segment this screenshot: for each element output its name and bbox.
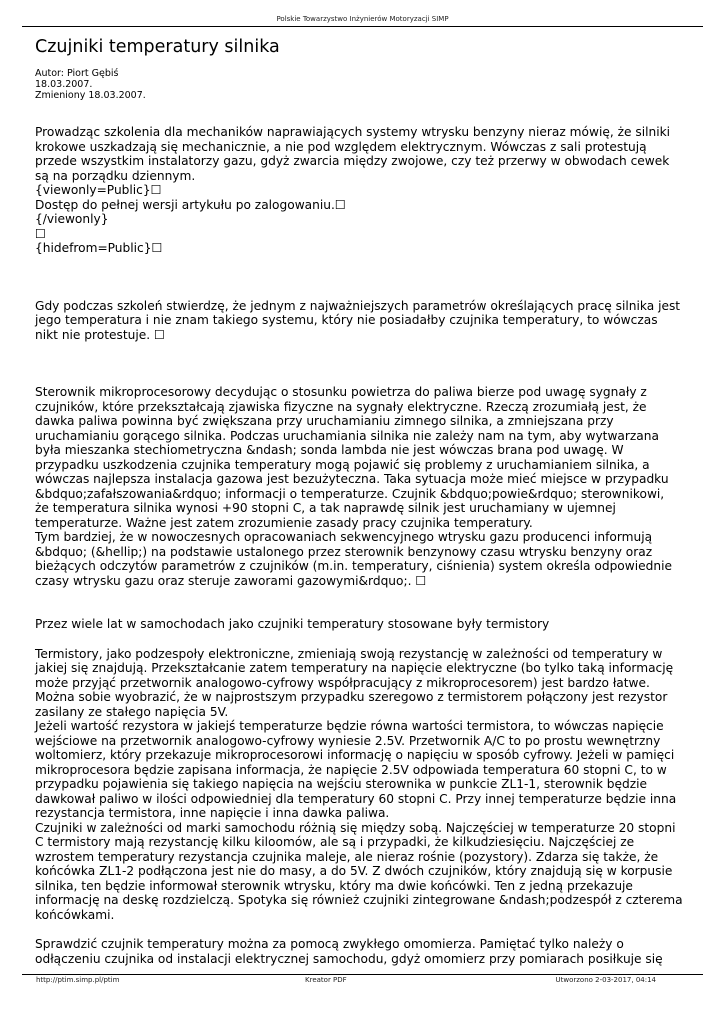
text-line: {viewonly=Public}☐ (35, 183, 162, 197)
author-line: Autor: Piort Gębiś (35, 68, 119, 79)
text-line: Prowadząc szkolenia dla mechaników naprawiających systemy wtrysku benzyny nieraz mówię, że silniki (35, 125, 671, 139)
text-line: Czujniki w zależności od marki samochodu różnią się między sobą. Najczęściej w temperaturze 20 stopni (35, 820, 676, 835)
created-date: 18.03.2007. (35, 79, 93, 90)
paragraph-thermistors-intro (35, 617, 695, 632)
article-title: Czujniki temperatury silnika (35, 37, 280, 57)
text-line: mikroprocesora będzie zapisana informacja, że napięcie 2.5V odpowiada temperatura 60 stopni C, to w (35, 762, 667, 777)
text-line: może przyjąć przetwornik analogowo-cyfrowy współpracujący z mikroprocesorem) jest bardzo łatwe. (35, 675, 650, 690)
text-line: Tym bardziej, że w nowoczesnych opracowaniach sekwencyjnego wtrysku gazu producenci informują (35, 530, 653, 544)
text-line: informację na deskę rozdzielczą. Spotyka się również czujniki zintegrowane &ndash;podzespół z czterema (35, 893, 683, 907)
text-line: Sterownik mikroprocesorowy decydując o stosunku powietrza do paliwa bierze pod uwagę sygnały z (35, 385, 647, 399)
text-line: wzrostem temperatury rezystancja czujnika maleje, ale nieraz rośnie (pozystory). Zdarza się także, że (35, 849, 659, 864)
text-line: dawkował paliwo w ilości odpowiedniej dla temperatury 60 stopni C. Przy innej temperaturze będzie inna (35, 791, 677, 806)
text-line: woltomierz, który przekazuje mikroprocesorowi informację o napięciu w sposób cyfrowy. Jeżeli w pamięci (35, 748, 675, 762)
text-line: przypadku uszkodzenia czujnika temperatury mogą pojawić się problemy z uruchamianiem silnika, a (35, 457, 650, 472)
text-line: Jeżeli wartość rezystora w jakiejś temperaturze będzie równa wartości termistora, to wówczas napięcie (35, 719, 664, 733)
text-line: krokowe uszkadzają się mechanicznie, a nie pod względem elektrycznym. Wówczas z sali protestują (35, 139, 647, 154)
text-line: Termistory, jako podzespoły elektroniczne, zmieniają swoją rezystancję w zależności od temperatury w (35, 646, 663, 661)
footer-generator: Kreator PDF (305, 976, 347, 984)
article-body (35, 125, 695, 966)
text-line: &bdquo;zafałszowania&rdquo; informacji o temperaturze. Czujnik &bdquo;powie&rdquo; sterownikowi, (35, 486, 665, 501)
text-line: Przez wiele lat w samochodach jako czujniki temperatury stosowane były termistory (35, 617, 550, 631)
text-line: wówczas najlepsza instalacja gazowa jest bezużyteczna. Taka sytuacja może mieć miejsce w przypadku (35, 472, 669, 486)
text-line: odłączeniu czujnika od instalacji elektrycznej samochodu, gdyż omomierz przy pomiarach posiłkuje się (35, 951, 663, 966)
text-line: jego temperatura i nie znam takiego systemu, który nie posiadałby czujnika temperatury, to wówczas (35, 313, 658, 327)
text-line: silnika, ten będzie informował sterownik wtrysku, który ma dwie końcówki. Ten z jedną przekazuje (35, 878, 633, 893)
text-line: była mieszanka stechiometryczna &ndash; sonda lambda nie jest wówczas brana pod uwagę. W (35, 443, 624, 457)
text-line: końcówka ZL1-2 podłączona jest nie do masy, a do 5V. Z dwóch czujników, który znajdują się w korpusie (35, 864, 673, 878)
paragraph-controller (35, 385, 695, 588)
footer-divider (22, 974, 703, 975)
text-line: {hidefrom=Public}☐ (35, 241, 163, 255)
text-line: są na porządku dziennym. (35, 168, 196, 183)
text-line: Dostęp do pełnej wersji artykułu po zalogowaniu.☐ (35, 197, 346, 212)
text-line: ☐ (35, 226, 46, 241)
text-line: wejściowe na przetwornik analogowo-cyfrowy wyniesie 2.5V. Przetwornik A/C to po prostu wewnętrzny (35, 733, 661, 748)
text-line: że temperatura silnika wynosi +90 stopni C, a tak naprawdę silnik jest uruchamiany w ujemnej (35, 501, 616, 515)
paragraph-thermistors (35, 647, 695, 923)
text-line: &bdquo; (&hellip;) na podstawie ustalonego przez sterownik benzynowy czasu wtrysku benzyny oraz (35, 544, 653, 559)
paragraph-intro (35, 125, 695, 256)
paragraph-testing (35, 937, 695, 966)
text-line: jakiej się znajdują. Przekształcanie zatem temperatury na napięcie elektryczne (bo tylko taką informację (35, 661, 674, 675)
text-line: dawka paliwa powinna być zwiększana przy uruchamianiu zimnego silnika, a zmniejszana przy (35, 414, 614, 428)
text-line: Można sobie wyobrazić, że w najprostszym przypadku szeregowo z termistorem połączony jest rezystor (35, 690, 668, 704)
article-meta (35, 68, 146, 101)
text-line: przypadku pojawienia się takiego napięcia na wejściu sterownika w punkcie ZL1-1, sterownik będzie (35, 777, 648, 791)
text-line: nikt nie protestuje. ☐ (35, 327, 165, 342)
text-line: rezystancja termistora, inne napięcie i inna dawka paliwa. (35, 806, 390, 820)
text-line: temperaturze. Ważne jest zatem zrozumienie zasady pracy czujnika temperatury. (35, 515, 533, 530)
text-line: czasy wtrysku gazu oraz steruje zaworami gazowymi&rdquo;. ☐ (35, 573, 427, 588)
text-line: końcówkami. (35, 907, 115, 922)
text-line: czujników, które przekształcają zjawiska fizyczne na sygnały elektryczne. Rzeczą zrozumiałą jest, że (35, 399, 647, 414)
header-divider (22, 26, 703, 27)
text-line: {/viewonly} (35, 212, 109, 226)
text-line: uruchamianiu gorącego silnika. Podczas uruchamiania silnika nie zależy nam na tym, aby wytwarzana (35, 428, 659, 443)
footer-created: Utworzono 2-03-2017, 04:14 (555, 976, 656, 984)
paragraph-engine-temperature (35, 299, 695, 343)
text-line: Gdy podczas szkoleń stwierdzę, że jednym z najważniejszych parametrów określających pracę silnika jest (35, 298, 681, 313)
text-line: przede wszystkim instalatorzy gazu, gdyż zwarcia między zwojowe, czy też przerwy w obwodach cewek (35, 154, 670, 168)
footer-url: http://ptim.simp.pl/ptim (36, 976, 120, 984)
page-footer (0, 976, 725, 986)
text-line: zasilany ze stałego napięcia 5V. (35, 704, 229, 719)
modified-date: Zmieniony 18.03.2007. (35, 90, 146, 101)
text-line: C termistory mają rezystancję kilku kiloomów, ale są i przypadki, że kilkudziesięciu. Najczęściej ze (35, 835, 635, 849)
text-line: bieżących odczytów parametrów z czujników (m.in. temperatury, ciśnienia) system określa odpowiednie (35, 559, 672, 573)
page-header: Polskie Towarzystwo Inżynierów Motoryzacji SIMP (276, 15, 449, 23)
text-line: Sprawdzić czujnik temperatury można za pomocą zwykłego omomierza. Pamiętać tylko należy o (35, 937, 624, 951)
